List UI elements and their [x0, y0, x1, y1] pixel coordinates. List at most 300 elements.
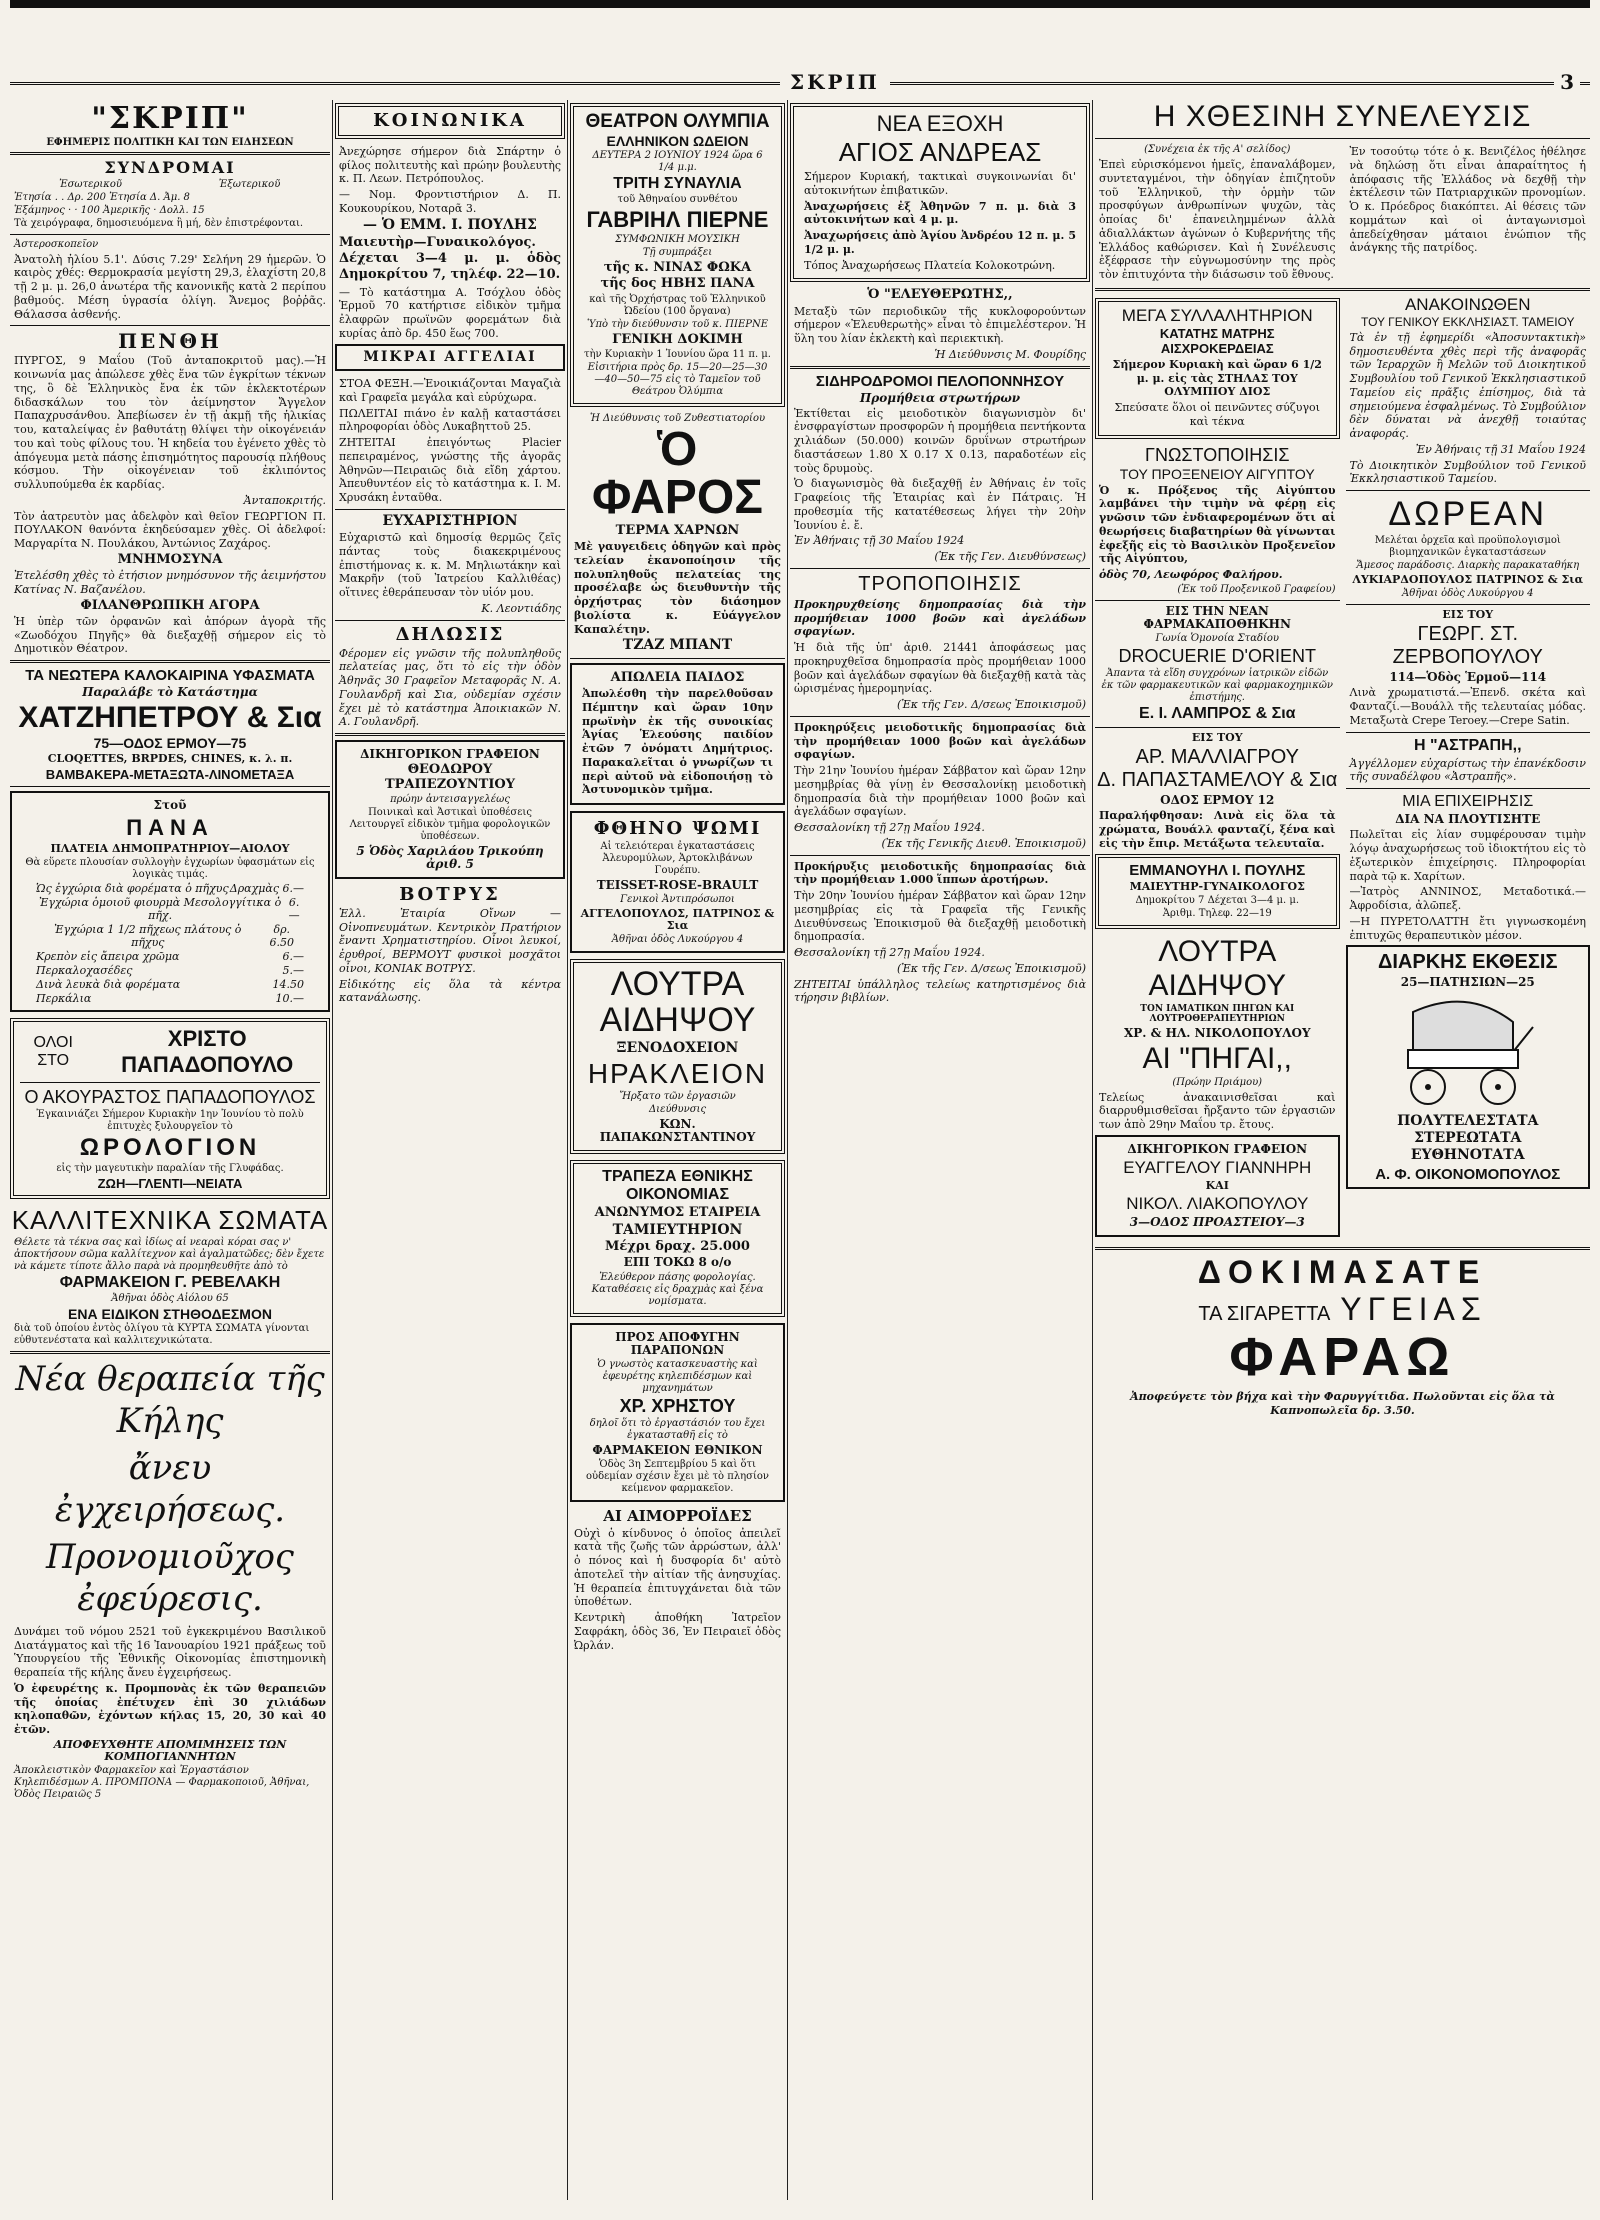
memorials-text: Ἐτελέσθη χθὲς τὸ ἐτήσιον μνημόσυνον τῆς ἀειμνήστου Κατίνας Ν. Βαζανέλου. [14, 569, 326, 596]
thanks-sign: Κ. Λεοντιάδης [481, 601, 561, 615]
pana-title: ΠΑΝΑ [126, 814, 214, 840]
funeral-notice: Τὸν ἀατρευτὸν μας ἀδελφὸν καὶ θεῖον ΓΕΩΡΓΙΟΝ Π. ΠΟΥΛΑΚΟΝ θανόντα ἐκηδεύσαμεν χθὲς. Οἱ ἀδελφοί: Μαργαρίτα Ν. Πουλάκου, Ἀντώνιος Ζαχάρος. [14, 509, 326, 551]
fabrics-title: ΤΑ ΝΕΩΤΕΡΑ ΚΑΛΟΚΑΙΡΙΝΑ ΥΦΑΣΜΑΤΑ [25, 667, 315, 685]
ads-grid [1095, 295, 1590, 1244]
social-text: Ἀνεχώρησε σήμερον διὰ Σπάρτην ὁ φίλος πολιτευτὴς καὶ πρώην βουλευτὴς κ. Π. Λεων. Πετρόπουλος. [339, 144, 561, 186]
divider [790, 716, 1090, 717]
bank-kind: ΤΑΜΙΕΥΤΗΡΙΟΝ [612, 1221, 743, 1238]
charity-market-text: Ἡ ὑπὲρ τῶν ὀρφανῶν καὶ ἀπόρων ἀγορὰ τῆς «Ζωοδόχου Πηγῆς» θὰ διεξαχθῇ σήμερον εἰς τὸ Δημοτικὸν Θέατρον. [14, 614, 326, 656]
hotel-open: Ἤρξατο τῶν ἐργασιῶν [619, 1091, 736, 1103]
subscriptions-title: ΣΥΝΔΡΟΜΑΙ [104, 158, 236, 177]
bread-agent-label: Γενικοὶ Ἀντιπρόσωποι [620, 894, 735, 906]
hernia-line-1: Νέα θεραπεία τῆς Κήλης [15, 1358, 325, 1442]
price-value: 6.— [288, 895, 300, 922]
doctor-title: — Ὁ ΕΜΜ. Ι. ΠΟΥΛΗΣ [363, 216, 537, 233]
modifications-text: Ἡ διὰ τῆς ὑπ' ἀριθ. 21441 ἀποφάσεως μας προκηρυχθεῖσα δημοπρασία πρὸς προμήθειαν 1000 βοῶν καὶ ἀγελάδων σφαγίων θὰ διεξαχθῇ κατὰ τὰς ὡρισμένας ἡμερομηνίας. [794, 641, 1086, 696]
business-subtitle: ΔΙΑ ΝΑ ΠΛΟΥΤΙΣΗΤΕ [1395, 812, 1541, 827]
clock-word: ΩΡΟΛΟΓΙΟΝ [79, 1133, 261, 1161]
meeting-title: Η ΧΘΕΣΙΝΗ ΣΥΝΕΛΕΥΣΙΣ [1153, 100, 1532, 133]
column-rule [567, 100, 568, 2200]
divider [1346, 788, 1591, 789]
rally-title: ΜΕΓΑ ΣΥΛΛΑΛΗΤΗΡΙΟΝ [1121, 305, 1313, 325]
zervopoulos-address: 114—Ὁδὸς Ἑρμοῦ—114 [1389, 670, 1547, 685]
textiles-address: ΟΔΟΣ ΕΡΜΟΥ 12 [1160, 793, 1275, 808]
pana-ad [10, 791, 330, 1011]
meeting-text: Ἐπεὶ εὐρισκόμενοι ἡμεῖς, ἐπαναλάβομεν, συντεταγμένοι, τὴν ὁδηγίαν ἐπιζητοῦν τοῦ Ἑλληνικοῦ, τὴν ὁρμὴν τῶν προσφύγων ἀνθρωπίνων ψυχῶν, τὰς ὁποίας δι' ἐπανειλημμένων ἀλλὰ ἀδιαλλάκτων ἀγώνων ὁ Κυβερνήτης τῆς Ἑλλάδος καθώρισεν. Καὶ ἡ Συνέλευσις ἐξέφρασε τὴν εὐγνωμοσύνην της πρὸς τὸν ἐπιτυχόντα τὴν διάσωσιν τοῦ ἔθνους. [1099, 158, 1336, 281]
bank-subtitle: ΑΝΩΝΥΜΟΣ ΕΤΑΙΡΕΙΑ [594, 1205, 761, 1221]
consulate-sign: (Ἐκ τοῦ Προξενικοῦ Γραφείου) [1177, 583, 1336, 595]
price-row [36, 896, 304, 922]
bank-text: Ἐλεύθερον πάσης φορολογίας. Καταθέσεις εἰς δραχμὰς καὶ ξένα νομίσματα. [591, 1271, 764, 1307]
pharmacy-text: διὰ τοῦ ὁποίου ἐντὸς ὀλίγου τὰ ΚΥΡΤΑ ΣΩΜΑΤΑ γίνονται εὐθυτενέστατα καὶ καλλιτεχνικώτατα. [14, 1322, 310, 1346]
fabrics-brand: ΧΑΤΖΗΠΕΤΡΟΥ & Σια [18, 701, 322, 735]
drugstore-corner: Γωνία Ὁμονοία Σταδίου [1155, 633, 1279, 645]
textiles-name-2: Δ. ΠΑΠΑΣΤΑΜΕΛΟΥ & Σια [1097, 769, 1338, 792]
departures: Ἀναχωρήσεις ἀπὸ Ἁγίου Ἀνδρέου 12 π. μ. 5 1/2 μ. μ. [804, 229, 1076, 256]
price-item: Κρεπὸν εἰς ἄπειρα χρῶμα [36, 949, 180, 963]
pharmacy-tagline: ΕΝΑ ΕΙΔΙΚΟΝ ΣΤΗΘΟΔΕΣΜΟΝ [68, 1305, 272, 1322]
mourning-title: ΠΕΝΘΗ [118, 329, 222, 354]
faros-text: Μὲ γαυγειδεις ὁδηγῶν καὶ πρὸς τελείαν ἐκανοποίησιν τῆς πολυπληθοῦς πελατείας της προσέλαβε ὡς διευθυντὴν τῆς ὀρχήστρας τὸν διάσημον βιολίστα κ. Εὐάγγελον Καπαλέτην. [574, 540, 781, 636]
meeting-continued: (Συνέχεια ἐκ τῆς Α' σελίδος) [1144, 144, 1291, 155]
fund-title: ΑΝΑΚΟΙΝΩΘΕΝ [1404, 294, 1531, 314]
top-border [10, 0, 1590, 8]
clock-subtitle: Ο ΑΚΟΥΡΑΣΤΟΣ ΠΑΠΑΔΟΠΟΥΛΟΣ [24, 1086, 316, 1107]
price-item: Ὡς ἐγχώρια διὰ φορέματα ὁ πῆχυς [36, 881, 229, 895]
springs-name: ΑΙ "ΠΗΓΑΙ,, [1142, 1041, 1292, 1075]
lost-child-text: Ἀπωλέσθη τὴν παρελθοῦσαν Πέμπτην καὶ ὥραν 10ην πρωϊνὴν ἐκ τῆς συνοικίας Ἁγίας Ἑλεούσης παιδίον ἐτῶν 7 ὀνόματι Δημήτριος. Παρακαλεῖται ὁ γνωρίζων τι περὶ αὐτοῦ νὰ εἰδοποιήσῃ τὸ Ἀστυνομικὸν τμῆμα. [582, 687, 773, 797]
railway-date: Ἐν Ἀθήναις τῇ 30 Μαΐου 1924 [794, 534, 965, 548]
zervopoulos-text: Λινὰ χρωματιστά.—Ἐπενδ. σκέτα καὶ Φανταζί.—Βουάλλ τῆς τελευταίας μόδας. Μεταξωτὰ Crepe Teroey.—Crepe Satin. [1349, 686, 1586, 727]
faros-place: ΤΕΡΜΑ ΧΑΡΝΩΝ [615, 522, 740, 538]
olympia-title: ΘΕΑΤΡΟΝ ΟΛΥΜΠΙΑ [585, 111, 770, 132]
classified-ad: ΣΤΟΑ ΦΕΞΗ.—Ἐνοικιάζονται Μαγαζιὰ καὶ Γραφεῖα μεγάλα καὶ εὐρύχωρα. [339, 377, 561, 404]
subscription-row: Ἐτησία . . Δρ. 200 Ἐτησία Δ. Ἀμ. 8 [14, 191, 190, 203]
mourning-text: ΠΥΡΓΟΣ, 9 Μαΐου (Τοῦ ἀνταποκριτοῦ μας).—Ἡ κοινωνία μας ἀπώλεσε χθὲς ἕνα τῶν ἐγκρίτων τέκνων της, ὃ δὲ Ἑλληνικὸς ἔνα ἐκ τῶν ἐκλεκτοτέρων διδασκάλων του τὸν ἀείμνηστον Ἄγγελον Παπαχρυσάνθου. Ἀπεβίωσεν ἐν τῇ ἀκμῇ τῆς ἡλικίας του, καταλείψας ἐν βαθυτάτῃ θλίψει τὴν οἰκογένειάν του καὶ τοὺς φίλους του. Ἡ κηδεία του ἐγένετο χθὲς τὸ ἀπόγευμα μετὰ πάσης ἐπισημότητος παρουσίᾳ πλήθους κόσμου. Τὴν οἰκογένειαν τοῦ ἐκλιπόντος συλλυπούμεθα ἐκ καρδίας. [14, 354, 326, 492]
resort-title: ΝΕΑ ΕΞΟΧΗ [876, 111, 1004, 136]
springs-owner: ΧΡ. & ΗΛ. ΝΙΚΟΛΟΠΟΥΛΟΥ [1123, 1025, 1311, 1040]
orchestra-text: καὶ τῆς Ὀρχήστρας τοῦ Ἑλληνικοῦ Ὠδείου (100 ὄργανα) [589, 293, 766, 317]
railway-subtitle: Προμήθεια στρωτήρων [859, 390, 1021, 405]
page-header [10, 70, 1590, 96]
zervopoulos-prefix: ΕΙΣ ΤΟΥ [1442, 608, 1494, 622]
odeion-name: ΕΛΛΗΝΙΚΟΝ ΩΔΕΙΟΝ [606, 133, 749, 149]
bread-ad [570, 811, 785, 953]
clock-prefix: ΟΛΟΙ ΣΤΟ [33, 1033, 73, 1069]
price-row [36, 950, 304, 963]
free-text: Μελέται ὀρχεῖα καὶ προϋπολογισμοὶ βιομηχανικῶν ἐγκαταστάσεων [1374, 535, 1561, 558]
price-value: 5.— [282, 963, 304, 977]
bodies-text: Θέλετε τὰ τέκνα σας καὶ ἰδίως αἱ νεαραὶ κόραι σας ν' ἀποκτήσουν σῶμα καλλίτεχνον καὶ ἀγαλματῶδες; δὲν ἔχετε νὰ κάμετε τίποτε ἄλλο παρὰ νὰ προμηθευθῆτε ἀπὸ τὸ [14, 1236, 325, 1272]
divider [1095, 1247, 1590, 1250]
correspondent-sign: Ἀνταποκριτής. [243, 493, 326, 507]
classified-ad: ΠΩΛΕΙΤΑΙ πιάνο ἐν καλῇ καταστάσει πληροφορίαι ὁδὸς Λυκαβηττοῦ 25. [339, 406, 561, 434]
gynecologist-address: Δημοκρίτου 7 Δέχεται 3—4 μ. μ. [1135, 894, 1300, 906]
departures: Ἀναχωρήσεις ἐξ Ἀθηνῶν 7 π. μ. διὰ 3 αὐτοκινήτων καὶ 4 μ. μ. [804, 199, 1076, 227]
concert-subtitle: τοῦ Ἀθηναίου συνθέτου [617, 194, 738, 205]
weather-report: Ἀνατολὴ ἡλίου 5.1'. Δύσις 7.29' Σελήνη 29 ἡμερῶν. Ὁ καιρὸς χθές: Θερμοκρασία μεγίστη 29,3, ἐλαχίστη 20,8 τῇ 2 μ. μ. 26,0 ἀνωτέρα τῆς κανονικῆς κατὰ 2 περίπου βαθμούς. Μέση ὑγρασία ὀλίγη. Ἄνεμος βοῤῥᾶς. Θάλασσα ἀσθενής. [14, 252, 326, 321]
divider [1346, 604, 1591, 605]
exhibition-address: 25—ΠΑΤΗΣΙΩΝ—25 [1400, 975, 1535, 990]
rally-ad [1095, 298, 1340, 439]
fund-text: Τὰ ἐν τῇ ἐφημερίδι «Ἀποσυντακτικὴ» δημοσιευθέντα χθὲς περὶ τῆς ἀναφορᾶς τῶν Ἱεραρχῶν ἢ Μελῶν τοῦ Διοικητικοῦ Συμβουλίου τοῦ Γενικοῦ Ἐκκλησιαστικοῦ Ταμείου εἰς πρᾶξις ἐπίσημος, διὰ τὰ σημειούμενα ἐσφαλμένως. Τὸ Συμβούλιον δὲν δύναται νὰ ἀνεχθῇ τοιαύτας ἀναφοράς. [1349, 330, 1586, 440]
divider [10, 234, 330, 235]
fabrics-subtitle: Παραλάβε τὸ Κατάστημα [82, 685, 258, 700]
trusses-text: Ὁ γνωστὸς κατασκευαστὴς καὶ ἐφευρέτης κηλεπιδέσμων καὶ μηχανημάτων [597, 1358, 758, 1394]
divider [10, 325, 330, 326]
conductor-text: Ὑπὸ τὴν διεύθυνσιν τοῦ κ. ΠΙΕΡΝΕ [586, 318, 769, 330]
drugstore-prefix: ΕΙΣ ΤΗΝ ΝΕΑΝ ΦΑΡΜΑΚΑΠΟΘΗΚΗΝ [1143, 603, 1291, 631]
lost-child-notice [570, 663, 785, 805]
symphony-label: ΣΥΜΦΩΝΙΚΗ ΜΟΥΣΙΚΗ [615, 234, 740, 245]
faros-title: Ὁ ΦΑΡΟΣ [592, 422, 763, 524]
subscription-row: Ἑξάμηνος · · 100 Ἀμερικῆς · Δολλ. 15 [14, 204, 205, 216]
hernia-bold-text: Ὁ ἐφευρέτης κ. Προμπονὰς ἐκ τῶν θεραπειῶν τῆς ὁποίας ἐπέτυχεν ἐπὶ 30 χιλιάδων κηλοπαθῶν, ἐχόντων κήλας 15, 20, 30 καὶ 40 ἐτῶν. [14, 1681, 326, 1736]
lawyers-title: ΔΙΚΗΓΟΡΙΚΟΝ ΓΡΑΦΕΙΟΝ [1127, 1141, 1308, 1156]
hotel-owner: ΚΩΝ. ΠΑΠΑΚΩΝΣΤΑΝΤΙΝΟΥ [599, 1117, 756, 1145]
trusses-ad [570, 1323, 785, 1503]
votrys-text: Ἑλλ. Ἑταιρία Οἴνων — Οἰνοπνευμάτων. Κεντρικὸν Πρατήριον ἔναντι Χρηματιστηρίου. Οἶνοι λευκοί, ἐρυθροί, ΒΕΡΜΟΥΤ φυσικοὶ μοσχᾶτοι οἶνοι, ΚΟΝΙΑΚ ΒΟΤΡΥΣ. [339, 906, 561, 975]
divider [10, 152, 330, 155]
exhibition-owner: Α. Φ. ΟΙΚΟΝΟΜΟΠΟΥΛΟΣ [1375, 1165, 1561, 1183]
springs-subtitle: ΤΟΝ ΙΑΜΑΤΙΚΩΝ ΠΗΓΩΝ ΚΑΙ ΛΟΥΤΡΟΘΕΡΑΠΕΥΤΗΡΙΩΝ [1140, 1003, 1295, 1024]
tender-text: Τὴν 21ην Ἰουνίου ἡμέραν Σάββατον καὶ ὥραν 12ην μεσημβρίας θὰ γίνῃ ἐν Θεσσαλονίκῃ μειοδοτικὴ δημοπρασία διὰ τὴν προμήθειαν 1000 βοῶν καὶ ἀγελάδων σφαγίων. [794, 764, 1086, 819]
column-rule [787, 100, 788, 2200]
manuscripts-note: Τὰ χειρόγραφα, δημοσιευόμενα ἢ μή, δὲν ἐπιστρέφονται. [14, 217, 304, 229]
pram-illustration [1393, 992, 1543, 1112]
tender-text: Τὴν 20ην Ἰουνίου ἡμέραν Σάββατον καὶ ὥραν 12ην μεσημβρίας εἰς τὰ Γραφεῖα τῆς Γενικῆς Διευθύνσεως Ἐποικισμοῦ θὰ διεξαχθῇ μειοδοτικὴ δημοπρασία. [794, 889, 1086, 944]
thanks-text: Εὐχαριστῶ καὶ δημοσίᾳ θερμῶς ζεῖς πάντας τοὺς διακεκριμένους ἐπιστήμονας κ. κ. Μ. Μηλιωτάκην καὶ Μακρῆν (τοῦ Ἰατρείου Καλλιθέας) οἵτινες ἐθεράπευσαν τὸν υἱόν μου. [339, 531, 561, 600]
rally-subtitle: ΚΑΤΑΤΗΣ ΜΑΤΡΗΣ ΑΙΣΧΡΟΚΕΡΔΕΙΑΣ [1159, 325, 1275, 356]
votrys-title: ΒΟΤΡΥΣ [399, 884, 501, 906]
bodies-title: ΚΑΛΛΙΤΕΧΝΙΚΑ ΣΩΜΑΤΑ [11, 1204, 329, 1235]
modifications-heading: Προκηρυχθείσης δημοπρασίας διὰ τὴν προμήθειαν 1000 βοῶν καὶ ἀγελάδων σφαγίων. [794, 597, 1086, 639]
abroad-label: Ἐξωτερικοῦ [218, 178, 281, 190]
olympia-ad [570, 103, 785, 407]
piles-text: Οὐχὶ ὁ κίνδυνος ὁ ὁποῖος ἀπειλεῖ κατὰ τῆς ζωῆς τῶν ἀρρώστων, ἀλλ' ὁ πόνος καὶ ἡ δυσφορία δι' αὐτὸ ἀποτελεῖ τὴν αἰτίαν τῆς ἀνησυχίας. Ἡ θεραπεία ἐπιτυγχάνεται διὰ τῶν ὑποθέτων. [574, 1526, 781, 1609]
meeting-text: Ἐν τοσούτῳ τότε ὁ κ. Βενιζέλος ἡθέλησε νὰ δηλώσῃ ὅτι εἶναι ἀπαραίτητος ἡ ἀπόφασις τῆς Ἑλλάδος νὰ δεχθῇ τὴν ἐκτέλεσιν τῶν Πατριαρχικῶν προνομίων. Ὁ κ. Πρόεδρος διακόπτει. Αἱ θέσεις τῶν κομμάτων καὶ οἱ ἀνταγωνισμοὶ ἀπεδείχθησαν μάταιοι ἐνώπιον τῆς ἀνάγκης τῆς πατρίδος. [1349, 145, 1586, 255]
gynecologist-role: ΜΑΙΕΥΤΗΡ-ΓΥΝΑΙΚΟΛΟΓΟΣ [1129, 879, 1305, 893]
price-value: 14.50 [272, 977, 304, 991]
divider [1095, 138, 1590, 139]
price-item: Περκαλοχασέδες [36, 963, 133, 977]
divider [1095, 600, 1340, 601]
votrys-ad [335, 885, 565, 1005]
price-row [36, 992, 304, 1005]
masthead-subtitle: ΕΦΗΜΕΡΙΣ ΠΟΛΙΤΙΚΗ ΚΑΙ ΤΩΝ ΕΙΔΗΣΕΩΝ [46, 137, 294, 148]
trusses-maker: ΧΡ. ΧΡΗΣΤΟΥ [619, 1395, 736, 1416]
textiles-ad [1095, 732, 1340, 851]
column-5 [1095, 100, 1590, 2200]
observatory-heading: Ἀστεροσκοπεῖον [14, 238, 99, 250]
doctor-line: —Ἰατρὸς ΑΝΝΙΝΟΣ, Μεταδοτικά.— Ἀφροδίσια, ἀλῶπεξ. [1349, 885, 1586, 913]
free-offer-ad [1346, 495, 1591, 600]
resort-text: Σήμερον Κυριακή, τακτικαὶ συγκοινωνίαι δι' αὐτοκινήτων ἐπιβατικῶν. [804, 170, 1076, 197]
law-office-subtitle: πρώην ἀντεισαγγελέως [390, 793, 510, 805]
soloist: τῆς δος ΗΒΗΣ ΠΑΝΑ [600, 276, 755, 292]
piles-title: ΑΙ ΑΙΜΟΡΡΟΪΔΕΣ [603, 1507, 752, 1526]
exhibition-line: ΠΟΛΥΤΕΛΕΣΤΑΤΑ [1397, 1112, 1539, 1129]
divider [10, 660, 330, 663]
bread-text: Αἱ τελειότεραι ἐγκαταστάσεις Ἀλευρομύλων, Ἀρτοκλιβάνων Γουρέπυ. [600, 840, 755, 876]
rally-tail: Σπεύσατε ὅλοι οἱ πεινῶντες σύζυγοι καὶ τέκνα [1114, 401, 1320, 428]
hernia-warning: ΑΠΟΦΕΥΧΘΗΤΕ ΑΠΟΜΙΜΗΣΕΙΣ ΤΩΝ ΚΟΜΠΟΓΙΑΝΝΗΤΩΝ [53, 1737, 287, 1763]
faros-prefix: Ἡ Διεύθυνσις τοῦ Ζυθεστιατορίου [589, 412, 766, 424]
pana-intro: Θὰ εὕρετε πλουσίαν συλλογὴν ἐγχωρίων ὑφασμάτων εἰς λογικὰς τιμάς. [25, 856, 315, 880]
meeting-article [1095, 143, 1590, 284]
price-list [18, 882, 322, 1005]
column-4 [790, 100, 1090, 2200]
springs-ad [1095, 935, 1340, 1132]
hotel-ad [570, 959, 785, 1154]
bank-ad [570, 1160, 785, 1316]
divider [790, 568, 1090, 569]
clock-tail: εἰς τὴν μαγευτικὴν παραλίαν τῆς Γλυφάδας. [56, 1162, 284, 1174]
social-title: ΚΟΙΝΩΝΙΚΑ [373, 110, 527, 131]
bread-title: ΦΘΗΝΟ ΨΩΜΙ [593, 818, 762, 840]
lost-child-title: ΑΠΩΛΕΙΑ ΠΑΙΔΟΣ [610, 669, 745, 685]
trusses-address: Ὁδὸς 3η Σεπτεμβρίου 5 καὶ ὅτι οὐδεμίαν σχέσιν ἔχει μὲ τὸ πλησίον κείμενον φαρμακεῖον. [585, 1459, 770, 1495]
classified-ad: ΖΗΤΕΙΤΑΙ ἐπειγόντως Placier πεπειραμένος, γνώστης τῆς ἀγορᾶς Ἀθηνῶν—Πειραιῶς διὰ εἴδη χάρτου. Ἀπευθυντέον εἰς τὸ κατάστημα κ. Ι. Μ. Χρυσάκη ἐνταῦθα. [339, 436, 561, 505]
tender-sign: (Ἐκ τῆς Γεν. Δ/σεως Ἐποικισμοῦ) [897, 961, 1086, 975]
page-number: 3 [1554, 70, 1580, 94]
social-text: — Νομ. Φροντιστήριον Δ. Π. Κουκουρίκου, Νοταρᾶ 3. [339, 188, 561, 215]
price-value: 10.— [275, 991, 304, 1005]
price-item: Περκάλια [36, 991, 92, 1005]
column-3 [570, 100, 785, 2200]
drugstore-owner: Ε. Ι. ΛΑΜΠΡΟΣ & Σια [1139, 705, 1296, 723]
header-title: ΣΚΡΙΠ [780, 70, 890, 94]
law-office-ad [335, 740, 565, 879]
column-rule [1092, 100, 1093, 2200]
free-company: ΛΥΚΙΑΡΔΟΠΟΥΛΟΣ ΠΑΤΡΙΝΟΣ & Σια [1352, 573, 1584, 586]
pharmacy-title: ΦΑΡΜΑΚΕΙΟΝ Γ. ΡΕΒΕΛΑΚΗ [59, 1273, 281, 1291]
consulate-subtitle: ΤΟΥ ΠΡΟΞΕΝΕΙΟΥ ΑΙΓΥΠΤΟΥ [1119, 465, 1315, 482]
tender-sign: (Ἐκ τῆς Γενικῆς Διευθ. Ἐποικισμοῦ) [881, 836, 1086, 850]
rehearsal-title: ΓΕΝΙΚΗ ΔΟΚΙΜΗ [612, 331, 743, 347]
ticket-prices: Εἰσιτήρια πρὸς δρ. 15—20—25—30—40—50—75 εἰς τὸ Ταμεῖον τοῦ Θεάτρου Ὀλύμπια [587, 361, 768, 397]
business-text: Πωλεῖται εἰς λίαν συμφέρουσαν τιμὴν λόγῳ ἀναχωρήσεως τοῦ ἰδιοκτήτου εἰς τὸ ἐξωτερικὸν ἐπιχείρησις. Πληροφορίαι παρὰ τῷ κ. Χαρίτων. [1349, 828, 1586, 883]
gynecologist-ad [1095, 854, 1340, 929]
bank-limit: Μέχρι δραχ. 25.000 [605, 1239, 750, 1255]
cigarette-brand: ΥΓΕΙΑΣ [1340, 1291, 1487, 1328]
cigarette-try: ΔΟΚΙΜΑΣΑΤΕ [1197, 1254, 1488, 1291]
price-item: Ἐγχώρια 1 1/2 πῆχεως πλάτους ὁ πῆχυς [54, 922, 242, 949]
exhibition-line: ΣΤΕΡΕΩΤΑΤΑ [1414, 1129, 1522, 1146]
modifications-sign: (Ἐκ τῆς Γεν. Δ/σεως Ἐποικισμοῦ) [897, 698, 1086, 712]
clock-ad [10, 1018, 330, 1199]
tender-heading: Προκήρυξις μειοδοτικῆς δημοπρασίας διὰ τὴν προμήθειαν 1.000 ἵππων ἀροτήρων. [794, 859, 1086, 887]
exhibition-title: ΔΙΑΡΚΗΣ ΕΚΘΕΣΙΣ [1378, 951, 1558, 974]
price-value: δρ. 6.50 [269, 922, 295, 949]
domestic-label: Ἐσωτερικοῦ [59, 178, 122, 190]
divider [10, 786, 330, 787]
divider [335, 733, 565, 736]
trusses-text-2: δηλοῖ ὅτι τὸ ἐργαστάσιόν του ἔχει ἐγκατασταθῆ εἰς τὸ [589, 1417, 766, 1441]
price-item: Ἐγχώρια ὁμοιοῦ φιουρμὰ Μεσολογγίτικα ὁ πῆχ. [39, 895, 282, 922]
divider [335, 620, 565, 621]
lawyers-and: ΚΑΙ [1205, 1179, 1229, 1193]
hernia-line-2: ἄνευ ἐγχειρήσεως. [54, 1447, 286, 1531]
divider [20, 1082, 320, 1083]
lawyers-ad [1095, 1135, 1340, 1237]
fabrics-address: 75—ΟΔΟΣ ΕΡΜΟΥ—75 [93, 735, 247, 752]
free-address: Ἀθῆναι ὁδὸς Λυκούργου 4 [1402, 588, 1534, 600]
pana-prefix: Στοῦ [153, 798, 187, 813]
fabrics-list: CLOQETTES, BRPDES, CHINES, κ. λ. π. [47, 752, 293, 766]
bread-brand: TEISSET-ROSE-BRAULT [596, 877, 759, 892]
zervopoulos-ad [1346, 609, 1591, 728]
memorials-title: ΜΝΗΜΟΣΥΝΑ [117, 551, 223, 567]
price-row [36, 923, 304, 949]
springs-text: Τελείως ἀνακαινισθεῖσαι καὶ διαρρυθμισθεῖσαι ἤρξαντο τῶν ἐργασιῶν των ἀπὸ 29ην Μαΐου τρ. ἔτους. [1099, 1090, 1336, 1132]
railway-title: ΣΙΔΗΡΟΔΡΟΜΟΙ ΠΕΛΟΠΟΝΝΗΣΟΥ [815, 372, 1065, 390]
faros-tail: ΤΖΑΖ ΜΠΑΝΤ [622, 637, 733, 654]
divider [570, 658, 785, 659]
column-1 [10, 100, 330, 2200]
resort-name: ΑΓΙΟΣ ΑΝΔΡΕΑΣ [838, 137, 1042, 167]
lawyers-address: 3—ΟΔΟΣ ΠΡΟΑΣΤΕΙΟΥ—3 [1129, 1215, 1305, 1230]
tender-date: Θεσσαλονίκη τῇ 27ῃ Μαΐου 1924. [794, 946, 985, 960]
consulate-text: Ὁ κ. Πρόξενος τῆς Αἰγύπτου λαμβάνει τὴν τιμὴν νὰ φέρῃ εἰς γνῶσιν τῶν ἐνδιαφερομένων ὅτι αἱ θεωρήσεις διαβατηρίων θὰ γίνωνται ἐφεξῆς εἰς τὸ Βασιλικὸν Προξενεῖον τῆς Αἰγύπτου, [1099, 483, 1336, 566]
wanted-notice: ΖΗΤΕΙΤΑΙ ὑπάλληλος τελείως κατηρτισμένος διὰ τήρησιν βιβλίων. [794, 977, 1086, 1005]
springs-title: ΛΟΥΤΡΑ ΑΙΔΗΨΟΥ [1148, 934, 1286, 1002]
drugstore-text: Ἀπαντα τὰ εἴδη συγχρόνων ἰατρικῶν εἰδῶν ἐκ τῶν φαρμακευτικῶν καὶ φαρμακοχημικῶν ἐπιστήμης. [1101, 668, 1333, 704]
fund-sign: Τὸ Διοικητικὸν Συμβούλιον τοῦ Γενικοῦ Ἐκκλησιαστικοῦ Ταμείου. [1349, 458, 1586, 486]
law-office-text: Ποινικαὶ καὶ Ἀστικαὶ ὑποθέσεις Λειτουργεῖ εἰδικὸν τμῆμα φορολογικῶν ὑποθέσεων. [349, 806, 551, 842]
gynecologist-phone: Ἀριθμ. Τηλεφ. 22—19 [1162, 907, 1272, 919]
law-office-address: 5 Ὁδὸς Χαριλάου Τρικούπη ἀριθ. 5 [356, 843, 544, 871]
clock-text: Ἐγκαινιάζει Σήμερον Κυριακὴν 1ην Ἰουνίου τὸ πολὺ ἐπιτυχὲς ξυλουργεῖον τὸ [36, 1108, 304, 1132]
tender-heading: Προκηρύξεις μειοδοτικῆς δημοπρασίας διὰ τὴν προμήθειαν 1000 βοῶν καὶ ἀγελάδων σφαγίων. [794, 720, 1086, 762]
price-row [36, 964, 304, 977]
exhibition-ad [1346, 945, 1591, 1188]
railway-sign: (Ἐκ τῆς Γεν. Διευθύνσεως) [934, 550, 1086, 564]
textiles-name: ΑΡ. ΜΑΛΛΙΑΓΡΟΥ [1135, 746, 1299, 769]
astrapi-text: Ἀγγέλλομεν εὐχαρίστως τὴν ἐπανέκδοσιν τῆς συναδέλφου «Ἀστραπῆς». [1349, 756, 1586, 784]
hernia-line-3: Προνομιοῦχος ἐφεύρεσις. [46, 1536, 294, 1620]
cigarette-ad [1095, 1254, 1590, 1417]
with-label: Τῇ συμπράξει [642, 247, 713, 258]
divider [1095, 288, 1590, 291]
classifieds-heading-box [335, 344, 565, 371]
remedy-line: —Η ΠΥΡΕΤΟΛΑΤΤΗ ἔτι γιγνωσκομένη ἐπιτυχῶς θεραπευτικὸν μέσον. [1349, 914, 1586, 942]
cigarette-tail: Ἀποφεύγετε τὸν βήχα καὶ τὴν Φαρυγγίτιδα. Πωλοῦνται εἰς ὅλα τὰ Καπνοπωλεῖα δρ. 3.50. [1130, 1389, 1555, 1417]
divider [10, 1351, 330, 1354]
rehearsal-date: τὴν Κυριακὴν 1 Ἰουνίου ὥρα 11 π. μ. [584, 348, 771, 360]
zervopoulos-name: ΓΕΩΡΓ. ΣΤ. ΖΕΡΒΟΠΟΥΛΟΥ [1392, 623, 1543, 669]
hotel-name: ΗΡΑΚΛΕΙΟΝ [587, 1058, 768, 1090]
price-row [36, 978, 304, 991]
liberator-title: Ὁ "ΕΛΕΥΘΕΡΩΤΗΣ,, [867, 287, 1013, 303]
classifieds-title: ΜΙΚΡΑΙ ΑΓΓΕΛΙΑΙ [363, 348, 537, 365]
divider [790, 855, 1090, 856]
declaration-title: ΔΗΛΩΣΙΣ [395, 623, 505, 645]
divider [790, 366, 1090, 369]
gynecologist-name: ΕΜΜΑΝΟΥΗΛ Ι. ΠΟΥΛΗΣ [1129, 861, 1306, 879]
social-text: — Τὸ κατάστημα Α. Τσόχλου ὁδὸς Ἑρμοῦ 70 κατήρτισε εἰδικὸν τμῆμα ἐλαφρῶν πρωϊνῶν φορεμάτων διὰ κυρίας ἀπὸ δρ. 450 ἕως 700. [339, 285, 561, 340]
piles-address: Κεντρικὴ ἀποθήκη Ἰατρεῖον Σαφράκη, ὁδὸς 36, Ἐν Πειραιεῖ ὁδὸς Ὠρλάν. [574, 1611, 781, 1652]
doctor-text: Μαιευτὴρ—Γυναικολόγος. Δέχεται 3—4 μ. μ. ὁδὸς Δημοκρίτου 7, τηλέφ. 22—10. [339, 234, 561, 283]
textiles-prefix: ΕΙΣ ΤΟΥ [1191, 731, 1243, 745]
tender-date: Θεσσαλονίκη τῇ 27ῃ Μαΐου 1924. [794, 821, 985, 835]
price-row [36, 882, 304, 895]
thanks-title: ΕΥΧΑΡΙΣΤΗΡΙΟΝ [382, 512, 518, 529]
bodies-ad [10, 1205, 330, 1347]
price-item: Δινὰ λευκὰ διὰ φορέματα [36, 977, 181, 991]
lawyer-name: ΕΥΑΓΓΕΛΟΥ ΓΙΑΝΝΗΡΗ [1123, 1158, 1312, 1178]
fund-date: Ἐν Ἀθήναις τῇ 31 Μαΐου 1924 [1415, 442, 1586, 456]
astrapi-title: Η "ΑΣΤΡΑΠΗ,, [1413, 736, 1522, 754]
law-office-name: ΘΕΟΔΩΡΟΥ ΤΡΑΠΕΖΟΥΝΤΙΟΥ [384, 762, 516, 792]
exhibition-line: ΕΥΘΗΝΟΤΑΤΑ [1410, 1147, 1525, 1164]
bread-address: Ἀθῆναι ὁδὸς Λυκούργου 4 [611, 934, 744, 946]
consulate-address: ὁδὸς 70, Λεωφόρος Φαλήρου. [1099, 568, 1283, 581]
bread-company: ΑΓΓΕΛΟΠΟΥΛΟΣ, ΠΑΤΡΙΝΟΣ & Σια [580, 907, 775, 933]
divider [1095, 727, 1340, 728]
pharmacy-address: Ἀθῆναι ὁδὸς Αἰόλου 65 [111, 1292, 229, 1304]
clock-name: ΧΡΙΣΤΟ ΠΑΠΑΔΟΠΟΥΛΟ [121, 1025, 294, 1077]
textiles-text: Παραλήφθησαν: Λινὰ εἰς ὅλα τὰ χρώματα, Βουάλλ φανταζί, ξένα καὶ εἰς τὴν ἔπιρ. Μετάξωτα τελευταῖα. [1099, 809, 1336, 850]
trusses-title: ΠΡΟΣ ΑΠΟΦΥΓΗΝ ΠΑΡΑΠΟΝΩΝ [615, 1329, 740, 1357]
drugstore-name: DROCUERIE D'ORIENT [1118, 646, 1316, 667]
fabrics-tagline: ΒΑΜΒΑΚΕΡΑ-ΜΕΤΑΞΩΤΑ-ΛΙΝΟΜΕΤΑΞΑ [45, 767, 295, 783]
railway-text-2: Ὁ διαγωνισμὸς θὰ διεξαχθῇ ἐν Ἀθήναις ἐν τοῖς Γραφείοις τῆς Ἑταιρίας καὶ ἐν Πάτραις. Ἡ προθεσμία τῆς κατατέθεσεως λήγει τὴν 20ὴν Ἰουνίου ἐ. ἔ. [794, 477, 1086, 532]
hernia-text: Δυνάμει τοῦ νόμου 2521 τοῦ ἐγκεκριμένου Βασιλικοῦ Διατάγματος καὶ τῆς 16 Ἰανουαρίου 1921 πράξεως τοῦ Ὑπουργείου τῆς Ἐθνικῆς Οἰκονομίας ἐπιστημονικὴ θεραπεία τῆς κήλης ἄνευ ἐγχειρήσεως. [14, 1624, 326, 1679]
fabrics-ad [10, 667, 330, 782]
free-tail: Ἄμεσος παράδοσις. Διαρκὴς παρακαταθήκη [1356, 560, 1580, 571]
price-value: 6.— [282, 949, 304, 963]
consulate-title: ΓΝΩΣΤΟΠΟΙΗΣΙΣ [1145, 444, 1290, 465]
liberator-text: Μεταξὺ τῶν περιοδικῶν τῆς κυκλοφορούντων σήμερον «Ἐλευθερωτὴς» εἶναι τὸ ἐπιμελέστερον. Ἡ ὕλη του λίαν ἐκλεκτὴ καὶ περιεκτικὴ. [794, 304, 1086, 346]
soloist: τῆς κ. ΝΙΝΑΣ ΦΩΚΑ [603, 260, 752, 275]
divider [335, 509, 565, 510]
votrys-tail: Εἰδικότης εἰς ὅλα τὰ κέντρα κατανάλωσης. [339, 977, 561, 1005]
law-office-title: ΔΙΚΗΓΟΡΙΚΟΝ ΓΡΑΦΕΙΟΝ [360, 747, 540, 762]
charity-market-title: ΦΙΛΑΝΘΡΩΠΙΚΗ ΑΓΟΡΑ [80, 597, 260, 613]
social-heading-box [335, 103, 565, 139]
consulate-notice [1095, 445, 1340, 596]
drugstore-ad [1095, 605, 1340, 723]
rally-text: Σήμερον Κυριακὴ καὶ ὥραν 6 1/2 μ. μ. εἰς τὰς ΣΤΗΛΑΣ ΤΟΥ ΟΛΥΜΠΙΟΥ ΔΙΟΣ [1112, 357, 1322, 399]
hotel-label: ΞΕΝΟΔΟΧΕΙΟΝ [616, 1039, 739, 1056]
concert-title: ΤΡΙΤΗ ΣΥΝΑΥΛΙΑ [613, 175, 742, 192]
cigarette-label: ΤΑ ΣΙΓΑΡΕΤΤΑ [1198, 1303, 1331, 1326]
divider [1346, 732, 1591, 733]
liberator-sign: Ἡ Διεύθυνσις Μ. Φουρίδης [934, 347, 1086, 361]
railway-text: Ἐκτίθεται εἰς μειοδοτικὸν διαγωνισμὸν δι' ἐνσφραγίστων προσφορῶν ἡ προμήθεια πεντήκοντα χιλιάδων (50.000) κοινῶν δρυΐνων στρωτήρων διαστάσεων 1.80 Χ 0.17 Χ 0.13, παραδοτέων εἰς τοὺς δρυμοὺς. [794, 406, 1086, 475]
newspaper-page [10, 0, 1590, 2220]
lawyer-name: ΝΙΚΟΛ. ΛΙΑΚΟΠΟΥΛΟΥ [1126, 1194, 1309, 1214]
composer-name: ΓΑΒΡΙΗΛ ΠΙΕΡΝΕ [586, 207, 769, 232]
hernia-ad [10, 1358, 330, 1801]
fund-subtitle: ΤΟΥ ΓΕΝΙΚΟΥ ΕΚΚΛΗΣΙΑΣΤ. ΤΑΜΕΙΟΥ [1360, 314, 1575, 329]
clock-tagline: ΖΩΗ—ΓΛΕΝΤΙ—ΝΕΙΑΤΑ [97, 1175, 243, 1191]
business-title: ΜΙΑ ΕΠΙΧΕΙΡΗΣΙΣ [1402, 793, 1534, 811]
bank-title: ΤΡΑΠΕΖΑ ΕΘΝΙΚΗΣ ΟΙΚΟΝΟΜΙΑΣ [602, 1168, 753, 1204]
faros-ad [570, 413, 785, 654]
column-2 [335, 100, 565, 2200]
springs-former-name: (Πρώην Πριάμου) [1172, 1076, 1263, 1088]
hotel-direction-label: Διεύθυνσις [648, 1104, 707, 1116]
divider [1346, 490, 1591, 491]
piles-ad [570, 1508, 785, 1652]
hernia-address: Ἀποκλειστικὸν Φαρμακεῖον καὶ Ἐργαστάσιον Κηλεπιδέσμων Α. ΠΡΟΜΠΟΝΑ — Φαρμακοποιοῦ, Ἀθῆναι, Ὁδὸς Πειραιῶς 5 [14, 1764, 310, 1800]
modifications-title: ΤΡΟΠΟΠΟΙΗΣΙΣ [858, 572, 1022, 595]
pana-address: ΠΛΑΤΕΙΑ ΔΗΜΟΠΡΑΤΗΡΙΟΥ—ΑΙΟΛΟΥ [50, 841, 290, 855]
new-resort-ad [790, 103, 1090, 282]
trusses-pharmacy: ΦΑΡΜΑΚΕΙΟΝ ΕΘΝΙΚΟΝ [592, 1442, 763, 1457]
